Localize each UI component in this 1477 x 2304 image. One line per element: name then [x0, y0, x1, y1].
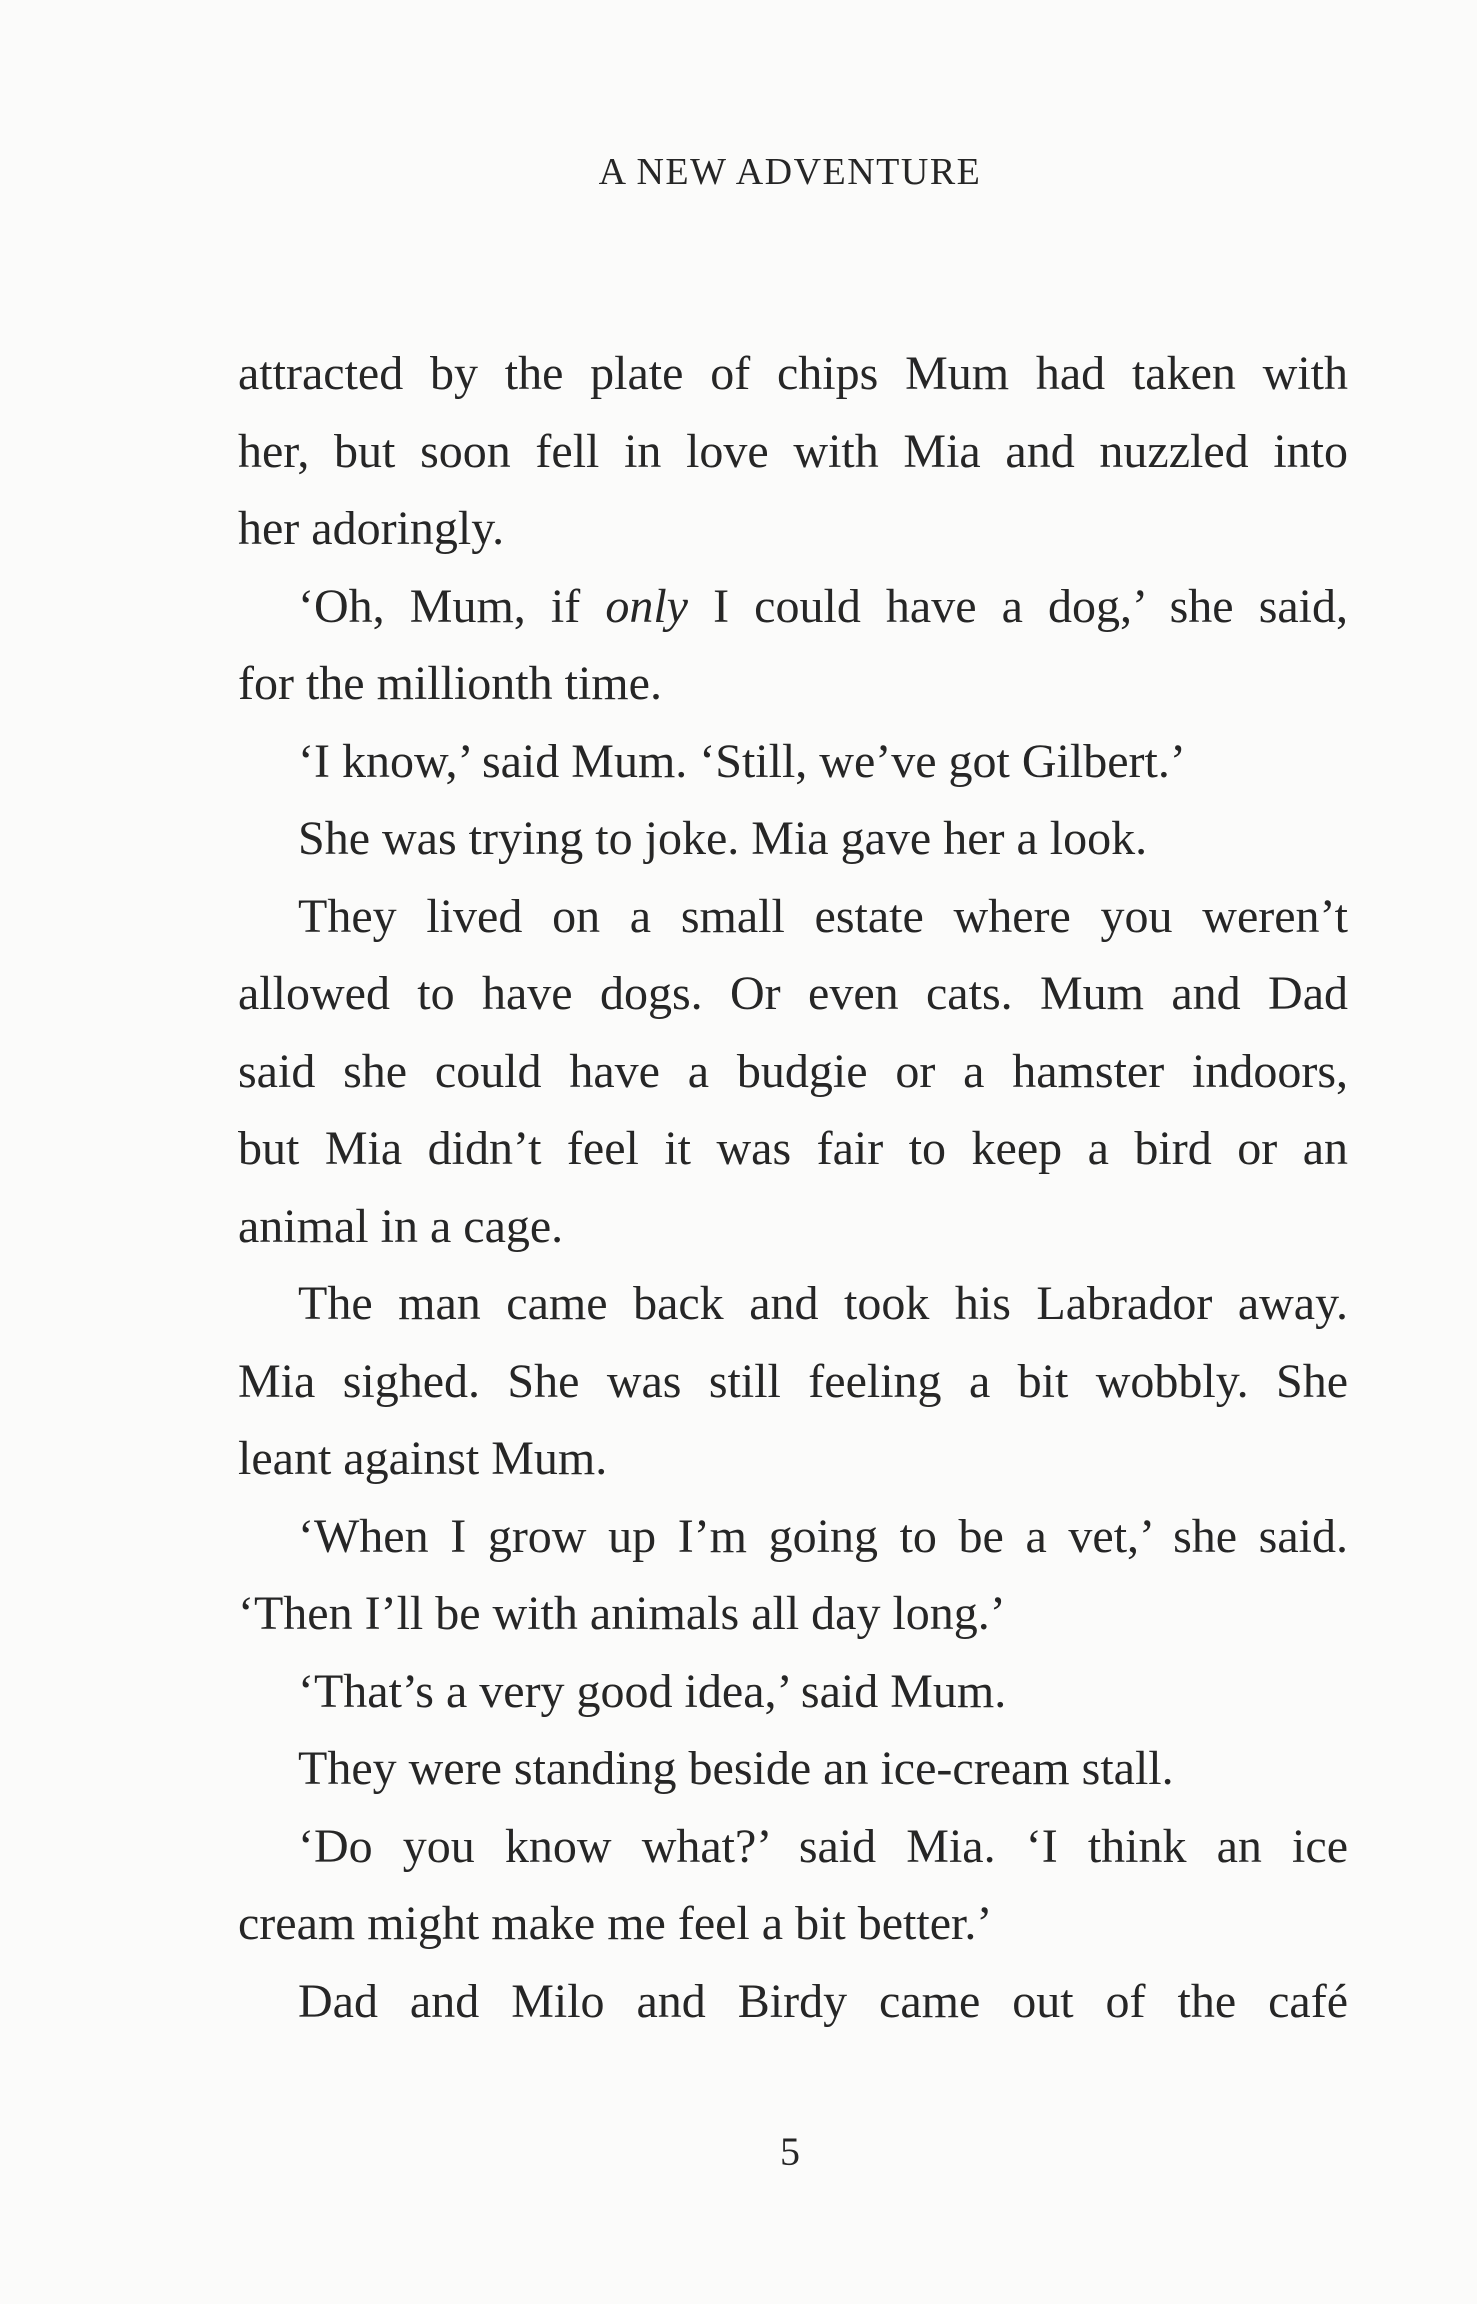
- text-line: for the millionth time.: [238, 657, 662, 710]
- text-line: her, but soon fell in love with Mia and nuzzled into: [238, 424, 1348, 478]
- text-line: leant against Mum.: [238, 1432, 608, 1485]
- text-line: animal in a cage.: [238, 1199, 564, 1253]
- text-line: ‘That’s a very good idea,’ said Mum.: [298, 1664, 1007, 1718]
- text-line: her adoringly.: [238, 502, 505, 555]
- text-line: ‘I know,’ said Mum. ‘Still, we’ve got Gilbert.’: [298, 734, 1186, 788]
- text-line: cream might make me feel a bit better.’: [238, 1897, 993, 1950]
- text-line: allowed to have dogs. Or even cats. Mum and Dad: [238, 967, 1348, 1020]
- text-line: Dad and Milo and Birdy came out of the café: [298, 1974, 1348, 2028]
- text-line: said she could have a budgie or a hamster indoors,: [238, 1044, 1348, 1098]
- running-head: A NEW ADVENTURE: [598, 151, 982, 193]
- text-line: ‘Do you know what?’ said Mia. ‘I think an ice: [298, 1819, 1348, 1873]
- text-line: They lived on a small estate where you weren’t: [298, 889, 1348, 943]
- text-line: but Mia didn’t feel it was fair to keep a bird or an: [238, 1122, 1348, 1175]
- text-line: attracted by the plate of chips Mum had taken with: [238, 347, 1348, 400]
- page-number: 5: [780, 2129, 800, 2174]
- text-line: ‘Then I’ll be with animals all day long.’: [238, 1587, 1006, 1640]
- emphasis: only: [605, 579, 688, 633]
- text-line: ‘When I grow up I’m going to be a vet,’ she said.: [298, 1509, 1348, 1563]
- text-line: She was trying to joke. Mia gave her a look.: [298, 812, 1148, 865]
- text-line: The man came back and took his Labrador away.: [298, 1277, 1348, 1330]
- text-line: ‘Oh, Mum, if only I could have a dog,’ she said,: [298, 579, 1349, 633]
- body-text: [238, 335, 1348, 2040]
- text-line: Mia sighed. She was still feeling a bit wobbly. She: [238, 1354, 1348, 1408]
- text-line: They were standing beside an ice-cream stall.: [298, 1742, 1174, 1795]
